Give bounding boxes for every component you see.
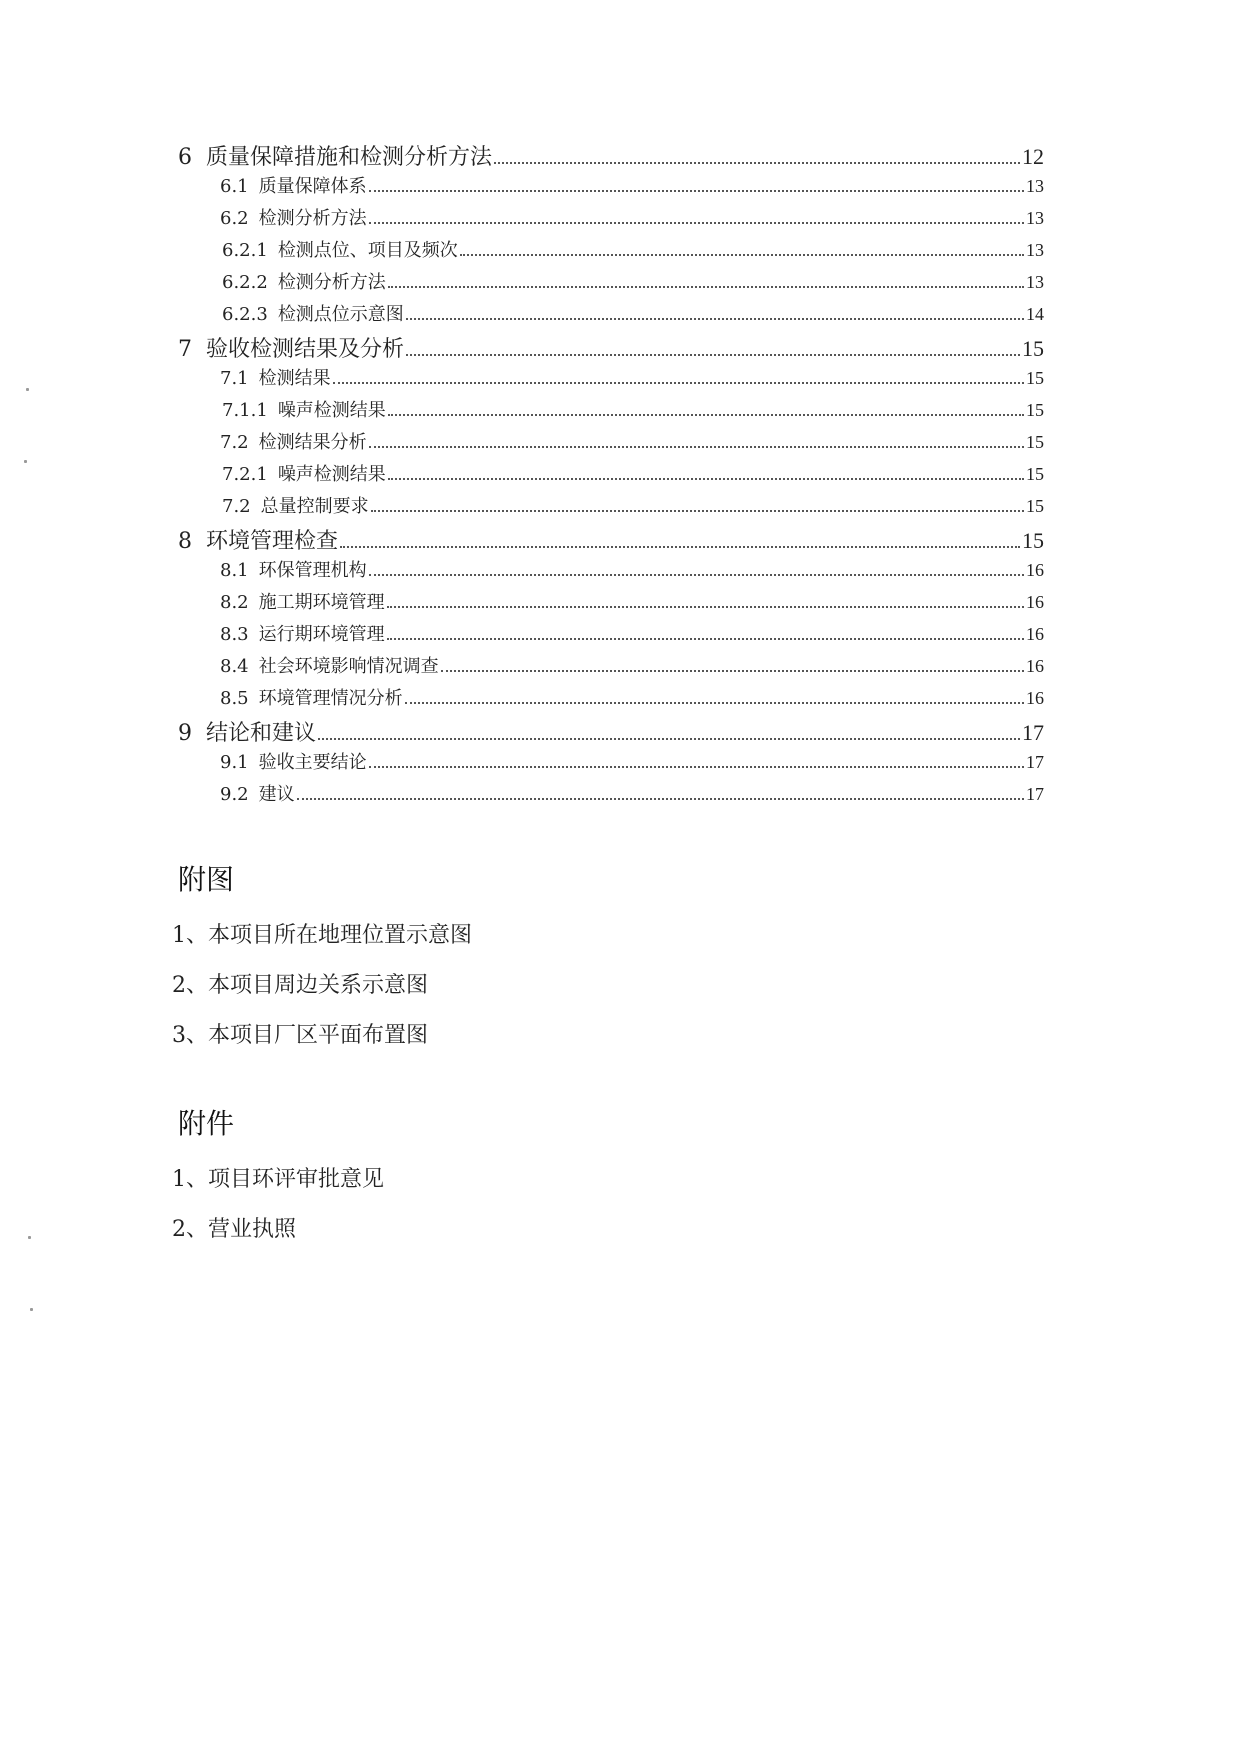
toc-entry-title: 质量保障措施和检测分析方法 <box>206 145 493 170</box>
toc-leader-dots <box>406 353 1020 356</box>
toc-entry[interactable] <box>178 140 1044 172</box>
toc-entry[interactable] <box>220 652 1044 684</box>
toc-entry-title: 验收主要结论 <box>258 752 367 773</box>
scan-mark <box>24 460 27 463</box>
toc-entry-page: 13 <box>1026 272 1044 292</box>
toc-entry-page: 17 <box>1026 752 1044 772</box>
toc-entry-number: 9.1 <box>220 752 249 773</box>
attachments-heading: 附件 <box>178 1107 235 1140</box>
toc-entry-number: 7 <box>178 337 192 362</box>
attachment-list-item: 2、营业执照 <box>172 1217 296 1242</box>
toc-entry-number: 7.1.1 <box>222 400 268 421</box>
toc-entry-title: 结论和建议 <box>206 721 317 746</box>
toc-entry-title: 总量控制要求 <box>260 496 369 517</box>
toc-entry-number: 7.2 <box>220 432 249 453</box>
toc-entry-page: 16 <box>1026 560 1044 580</box>
attachment-list-item: 1、项目环评审批意见 <box>172 1167 384 1192</box>
toc-entry-title: 质量保障体系 <box>258 176 367 197</box>
toc-entry[interactable] <box>220 172 1044 204</box>
toc-leader-dots <box>318 737 1020 740</box>
toc-entry-page: 17 <box>1022 720 1044 745</box>
toc-entry[interactable] <box>220 556 1044 588</box>
toc-entry-page: 16 <box>1026 688 1044 708</box>
toc-entry-title: 检测点位示意图 <box>277 304 404 325</box>
toc-entry-number: 6.1 <box>220 176 249 197</box>
toc-leader-dots <box>460 253 1024 256</box>
toc-entry-page: 16 <box>1026 624 1044 644</box>
toc-entry[interactable] <box>222 300 1044 332</box>
toc-entry-page: 16 <box>1026 656 1044 676</box>
toc-leader-dots <box>369 765 1024 768</box>
toc-entry-page: 15 <box>1022 336 1044 361</box>
toc-entry-number: 6.2.3 <box>222 304 268 325</box>
toc-leader-dots <box>297 797 1024 800</box>
toc-entry-number: 8.3 <box>220 624 249 645</box>
toc-entry-title: 建议 <box>258 784 295 805</box>
toc-entry-number: 7.1 <box>220 368 249 389</box>
toc-entry-page: 13 <box>1026 176 1044 196</box>
toc-entry-number: 7.2 <box>222 496 251 517</box>
toc-entry-number: 6.2.2 <box>222 272 268 293</box>
toc-entry-page: 13 <box>1026 208 1044 228</box>
toc-entry-title: 验收检测结果及分析 <box>206 337 405 362</box>
toc-entry[interactable] <box>222 396 1044 428</box>
toc-entry-number: 6.2.1 <box>222 240 268 261</box>
toc-leader-dots <box>405 701 1024 704</box>
toc-leader-dots <box>388 413 1024 416</box>
toc-entry[interactable] <box>220 588 1044 620</box>
toc-entry-title: 环境管理情况分析 <box>258 688 403 709</box>
toc-leader-dots <box>369 445 1024 448</box>
toc-entry-number: 6.2 <box>220 208 249 229</box>
toc-entry-number: 7.2.1 <box>222 464 268 485</box>
toc-entry-page: 13 <box>1026 240 1044 260</box>
toc-entry-title: 噪声检测结果 <box>277 464 386 485</box>
toc-entry-number: 8 <box>178 529 192 554</box>
toc-leader-dots <box>494 161 1020 164</box>
toc-leader-dots <box>333 381 1024 384</box>
toc-leader-dots <box>369 221 1024 224</box>
toc-leader-dots <box>340 545 1020 548</box>
toc-leader-dots <box>406 317 1024 320</box>
toc-leader-dots <box>388 477 1024 480</box>
toc-entry-title: 检测点位、项目及频次 <box>277 240 458 261</box>
figure-list-item: 1、本项目所在地理位置示意图 <box>172 923 472 948</box>
toc-entry[interactable] <box>222 492 1044 524</box>
toc-entry[interactable] <box>220 748 1044 780</box>
toc-entry[interactable] <box>220 364 1044 396</box>
toc-entry-number: 9 <box>178 721 192 746</box>
figures-heading: 附图 <box>178 863 235 896</box>
toc-entry[interactable] <box>178 716 1044 748</box>
toc-entry-number: 8.5 <box>220 688 249 709</box>
toc-entry-page: 15 <box>1026 464 1044 484</box>
toc-entry-title: 检测分析方法 <box>258 208 367 229</box>
toc-leader-dots <box>441 669 1024 672</box>
toc-entry-title: 社会环境影响情况调查 <box>258 656 439 677</box>
toc-entry-page: 15 <box>1026 368 1044 388</box>
toc-entry-title: 环境管理检查 <box>206 529 339 554</box>
toc-entry-page: 16 <box>1026 592 1044 612</box>
toc-entry[interactable] <box>220 780 1044 812</box>
toc-entry-number: 8.2 <box>220 592 249 613</box>
toc-entry-title: 检测结果分析 <box>258 432 367 453</box>
toc-entry[interactable] <box>222 268 1044 300</box>
toc-entry-number: 8.4 <box>220 656 249 677</box>
toc-entry-title: 运行期环境管理 <box>258 624 385 645</box>
toc-entry-page: 15 <box>1026 496 1044 516</box>
scan-mark <box>30 1308 33 1311</box>
toc-entry-page: 15 <box>1022 528 1044 553</box>
toc-leader-dots <box>388 285 1024 288</box>
toc-entry-page: 17 <box>1026 784 1044 804</box>
toc-leader-dots <box>387 605 1024 608</box>
toc-entry-title: 噪声检测结果 <box>277 400 386 421</box>
figure-list-item: 3、本项目厂区平面布置图 <box>172 1023 428 1048</box>
toc-entry-page: 14 <box>1026 304 1044 324</box>
toc-entry-title: 检测分析方法 <box>277 272 386 293</box>
toc-entry[interactable] <box>222 460 1044 492</box>
toc-leader-dots <box>369 573 1024 576</box>
toc-entry-number: 9.2 <box>220 784 249 805</box>
toc-entry-title: 施工期环境管理 <box>258 592 385 613</box>
toc-entry-title: 环保管理机构 <box>258 560 367 581</box>
toc-entry[interactable] <box>220 204 1044 236</box>
toc-entry[interactable] <box>220 620 1044 652</box>
toc-entry-title: 检测结果 <box>258 368 331 389</box>
toc-entry[interactable] <box>178 332 1044 364</box>
toc-leader-dots <box>371 509 1024 512</box>
toc-entry[interactable] <box>178 524 1044 556</box>
scan-mark <box>28 1236 31 1239</box>
toc-entry[interactable] <box>220 684 1044 716</box>
figure-list-item: 2、本项目周边关系示意图 <box>172 973 428 998</box>
toc-entry[interactable] <box>222 236 1044 268</box>
scan-mark <box>26 388 29 391</box>
toc-entry-page: 15 <box>1026 432 1044 452</box>
toc-entry-page: 15 <box>1026 400 1044 420</box>
toc-entry-number: 8.1 <box>220 560 249 581</box>
toc-entry[interactable] <box>220 428 1044 460</box>
toc-entry-number: 6 <box>178 145 192 170</box>
toc-entry-page: 12 <box>1022 144 1044 169</box>
toc-leader-dots <box>387 637 1024 640</box>
toc-leader-dots <box>369 189 1024 192</box>
